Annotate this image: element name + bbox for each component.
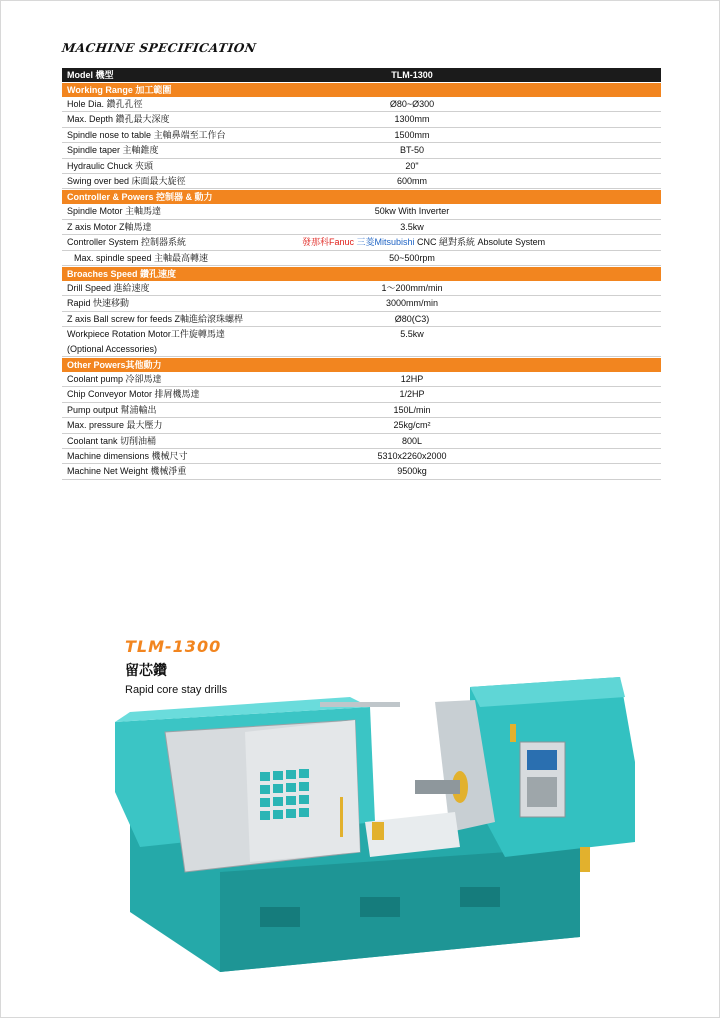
table-row <box>62 112 661 127</box>
row-label: Spindle nose to table 主軸鼻端至工作台 <box>67 129 226 140</box>
row-label: Z axis Motor Z軸馬達 <box>67 221 152 232</box>
row-label: Spindle Motor 主軸馬達 <box>67 206 162 217</box>
row-value: 800L <box>401 435 423 446</box>
table-row <box>62 128 661 143</box>
section-title: Working Range 加工範圍 <box>67 85 172 95</box>
table-row <box>62 296 661 311</box>
table-row <box>62 251 661 266</box>
control-keypad <box>527 777 557 807</box>
table-row <box>62 449 661 464</box>
row-value: 9500kg <box>397 466 427 477</box>
table-row <box>62 464 661 479</box>
row-value: 50kw With Inverter <box>374 206 450 217</box>
top-rail <box>320 702 400 707</box>
fanuc-brand: 發那科Fanuc <box>302 237 355 248</box>
table-row <box>62 143 661 158</box>
row-label-note: (Optional Accessories) <box>67 344 158 355</box>
row-label: Z axis Ball screw for feeds Z軸進給滾珠螺桿 <box>67 313 244 324</box>
table-row <box>62 281 661 296</box>
table-row <box>62 174 661 189</box>
spindle-shaft <box>415 780 460 794</box>
controller-value <box>302 235 545 250</box>
row-value: 3000mm/min <box>385 298 439 309</box>
row-value: 50~500rpm <box>389 252 435 263</box>
row-label: Chip Conveyor Motor 排屑機馬達 <box>67 389 200 400</box>
row-value: 1～200mm/min <box>381 282 443 293</box>
table-header-row <box>62 68 661 82</box>
row-value: 3.5kw <box>400 221 424 232</box>
row-label: Coolant pump 冷卻馬達 <box>67 374 162 385</box>
table-row <box>62 159 661 174</box>
machine-illustration <box>110 672 645 972</box>
table-row <box>62 403 661 418</box>
row-value: Ø80(C3) <box>394 313 430 324</box>
signal-lamp <box>510 724 516 742</box>
row-label: Hole Dia. 鑽孔孔徑 <box>67 99 143 109</box>
door-handle <box>340 797 343 837</box>
row-label: Machine dimensions 機械尺寸 <box>67 451 188 462</box>
row-value: 12HP <box>400 374 424 385</box>
section-working-range <box>62 83 661 97</box>
section-broaches-speed <box>62 267 661 281</box>
section-title: Broaches Speed 鑽孔速度 <box>67 268 177 279</box>
row-value: 150L/min <box>393 404 431 415</box>
controller-rest: CNC 絕對系統 Absolute System <box>414 237 546 248</box>
section-other-powers <box>62 358 661 372</box>
row-value: 1500mm <box>394 129 430 140</box>
section-title: Other Powers其他動力 <box>67 360 162 371</box>
header-value: TLM-1300 <box>391 70 433 80</box>
mitsubishi-brand: 三菱Mitsubishi <box>356 237 415 248</box>
row-value: 5310x2260x2000 <box>377 451 447 462</box>
control-screen <box>527 750 557 770</box>
row-label: Max. pressure 最大壓力 <box>67 420 163 431</box>
row-value: Ø80~Ø300 <box>389 99 435 109</box>
document-title: MACHINE SPECIFICATION <box>61 41 258 55</box>
row-label: Rapid 快速移動 <box>67 298 130 309</box>
product-model: TLM-1300 <box>125 637 222 656</box>
row-value: 20" <box>405 160 419 171</box>
base-slot <box>460 887 500 907</box>
row-label: Max. spindle speed 主軸最高轉速 <box>74 252 209 263</box>
row-label: Hydraulic Chuck 夾頭 <box>67 160 154 171</box>
table-row <box>62 387 661 402</box>
table-row <box>62 220 661 235</box>
base-slot <box>260 907 300 927</box>
row-value: 5.5kw <box>400 329 424 340</box>
product-name-cn: 留芯鑽 <box>125 662 167 678</box>
table-row <box>62 434 661 449</box>
row-label: Spindle taper 主軸錐度 <box>67 145 159 156</box>
row-label: Controller System 控制器系統 <box>67 237 187 248</box>
table-row <box>62 372 661 387</box>
section-title: Controller & Powers 控制器 & 動力 <box>67 192 213 203</box>
spec-table <box>62 68 661 480</box>
table-row <box>62 312 661 327</box>
side-pump <box>580 847 590 872</box>
row-label: Swing over bed 床面最大旋徑 <box>67 175 186 186</box>
row-label: Pump output 幫浦輸出 <box>67 404 157 415</box>
row-value: 600mm <box>396 175 427 186</box>
row-label: Coolant tank 切削油桶 <box>67 435 157 446</box>
row-label: Max. Depth 鑽孔最大深度 <box>67 114 170 125</box>
section-controller-powers <box>62 190 661 204</box>
row-label: Drill Speed 進給速度 <box>67 282 150 293</box>
row-label: Workpiece Rotation Motor工件旋轉馬達 <box>67 329 225 340</box>
row-value: 1/2HP <box>399 389 425 400</box>
table-row <box>62 418 661 433</box>
table-row <box>62 204 661 219</box>
product-name-en: Rapid core stay drills <box>125 684 228 696</box>
table-row <box>62 97 661 112</box>
row-value: 25kg/cm² <box>393 420 431 431</box>
row-label: Machine Net Weight 機械淨重 <box>67 466 187 477</box>
table-row-tall <box>62 327 661 357</box>
header-label: Model 機型 <box>67 70 114 80</box>
row-value: BT-50 <box>399 145 424 156</box>
workpiece-support <box>372 822 384 840</box>
row-value: 1300mm <box>394 114 430 125</box>
table-row-controller <box>62 235 661 250</box>
base-slot <box>360 897 400 917</box>
